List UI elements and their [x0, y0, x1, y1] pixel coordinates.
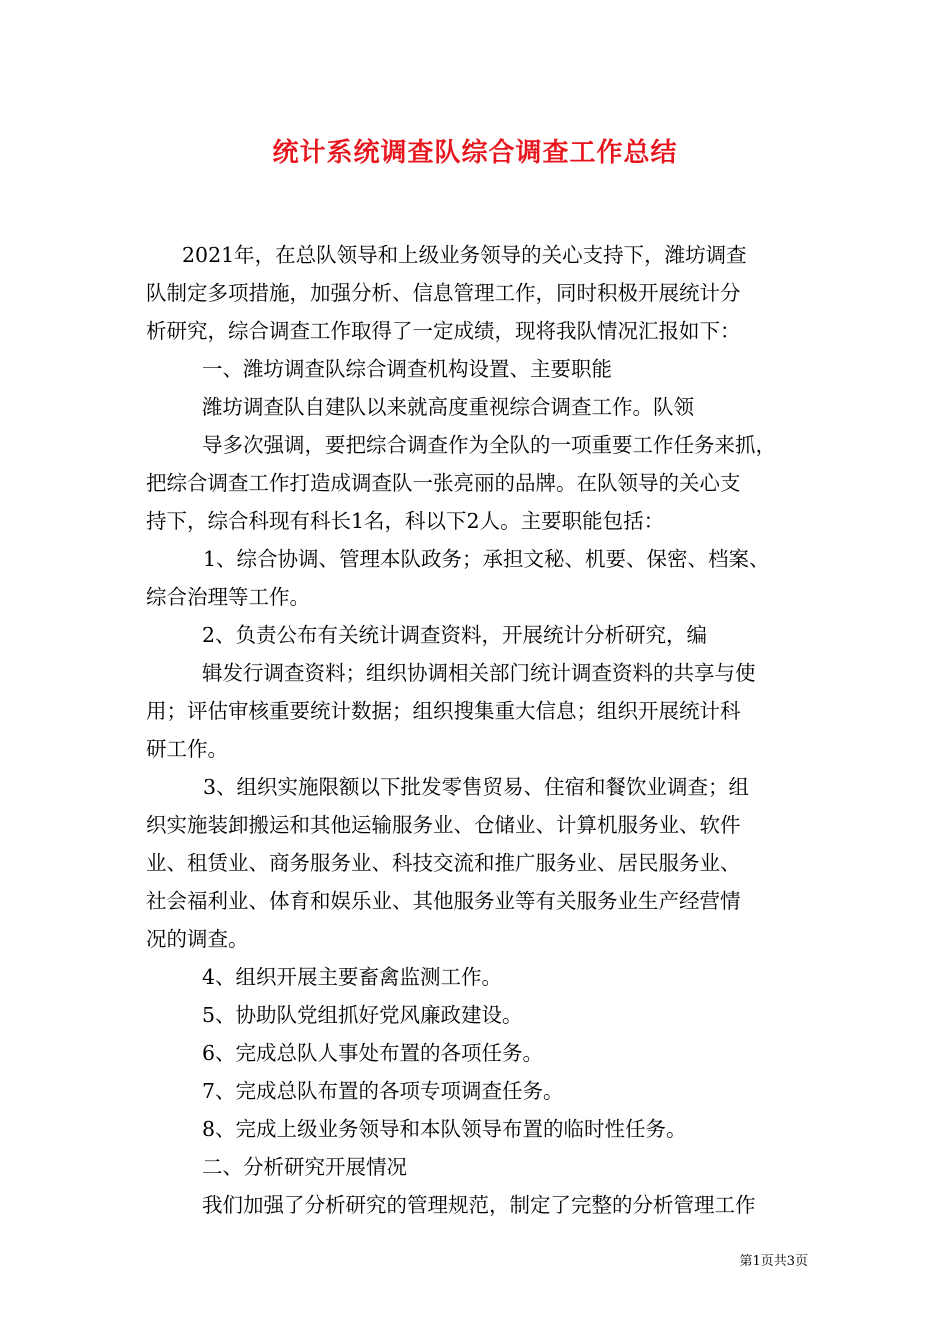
body-text-line: 织实施装卸搬运和其他运输服务业、仓储业、计算机服务业、软件	[146, 813, 741, 837]
body-text-line: 二、分析研究开展情况	[202, 1155, 407, 1179]
body-text-line: 2、负责公布有关统计调查资料，开展统计分析研究，编	[202, 623, 708, 647]
body-text-line: 潍坊调查队自建队以来就高度重视综合调查工作。队领	[202, 395, 694, 419]
body-text-line: 持下，综合科现有科长1名，科以下2人。主要职能包括：	[146, 509, 665, 533]
document-body	[146, 236, 810, 1224]
body-text-line: 把综合调查工作打造成调查队一张亮丽的品牌。在队领导的关心支	[146, 471, 741, 495]
body-text-line: 辑发行调查资料；组织协调相关部门统计调查资料的共享与使	[202, 661, 756, 685]
body-text-line: 8、完成上级业务领导和本队领导布置的临时性任务。	[202, 1117, 687, 1141]
body-text-line: 3、组织实施限额以下批发零售贸易、住宿和餐饮业调查；组	[203, 775, 750, 799]
body-text-line: 队制定多项措施，加强分析、信息管理工作，同时积极开展统计分	[146, 281, 741, 305]
body-text-line: 6、完成总队人事处布置的各项任务。	[202, 1041, 544, 1065]
body-text-line: 一、潍坊调查队综合调查机构设置、主要职能	[202, 357, 612, 381]
body-text-line: 2021年，在总队领导和上级业务领导的关心支持下，潍坊调查	[182, 243, 747, 267]
body-text-line: 1、综合协调、管理本队政务；承担文秘、机要、保密、档案、	[203, 547, 770, 571]
body-text-line: 导多次强调，要把综合调查作为全队的一项重要工作任务来抓，	[202, 433, 776, 457]
body-text-line: 用；评估审核重要统计数据；组织搜集重大信息；组织开展统计科	[146, 699, 741, 723]
body-text-line: 综合治理等工作。	[146, 585, 310, 609]
body-text-line: 7、完成总队布置的各项专项调查任务。	[202, 1079, 564, 1103]
body-text-line: 5、协助队党组抓好党风廉政建设。	[202, 1003, 523, 1027]
page-number: 第1页共3页	[739, 1254, 808, 1269]
body-text-line: 社会福利业、体育和娱乐业、其他服务业等有关服务业生产经营情	[146, 889, 741, 913]
body-text-line: 业、租赁业、商务服务业、科技交流和推广服务业、居民服务业、	[146, 851, 741, 875]
body-text-line: 研工作。	[146, 737, 228, 761]
body-text-line: 况的调查。	[146, 927, 249, 951]
body-text-line: 4、组织开展主要畜禽监测工作。	[202, 965, 503, 989]
body-text-line: 我们加强了分析研究的管理规范，制定了完整的分析管理工作	[202, 1193, 756, 1217]
document-title: 统计系统调查队综合调查工作总结	[272, 138, 678, 168]
body-text-line: 析研究，综合调查工作取得了一定成绩，现将我队情况汇报如下：	[146, 319, 741, 343]
